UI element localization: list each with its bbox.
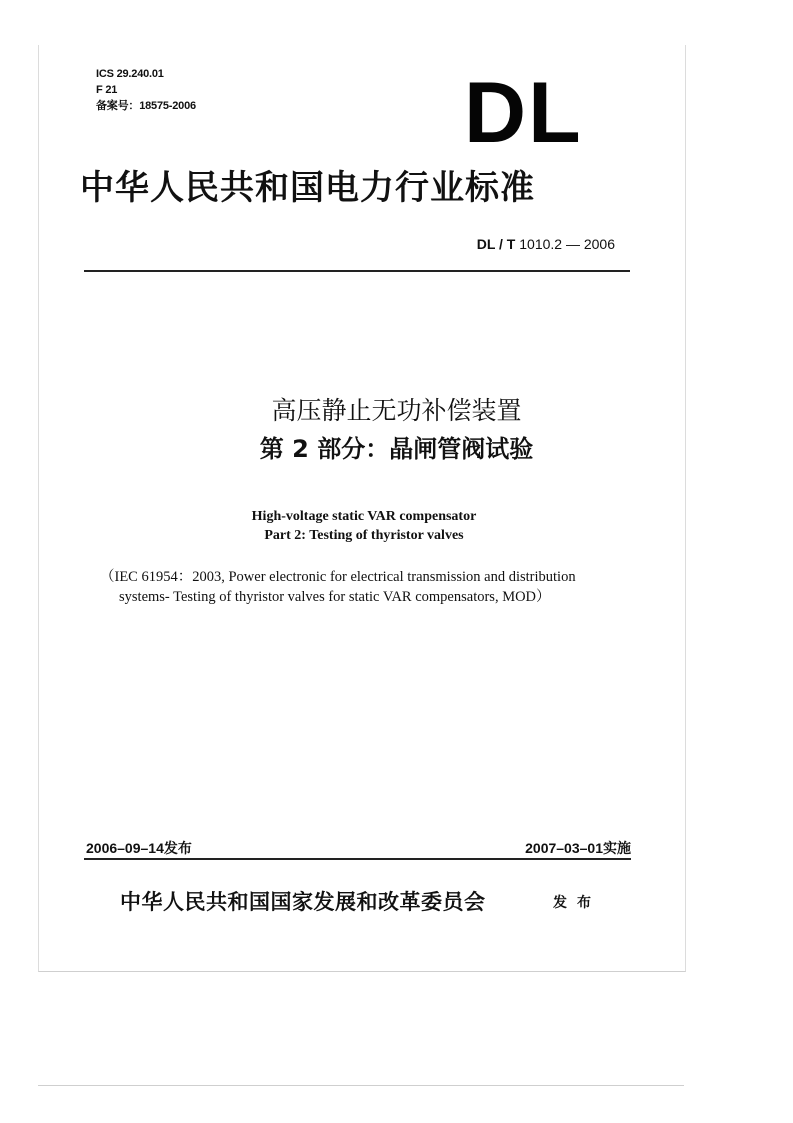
iec-reference-line1: （IEC 61954：2003, Power electronic for electrical transmission and distribution: [100, 569, 576, 585]
issue-date: 2006–09–14发布: [86, 840, 192, 856]
standard-code-number: 1010.2 — 2006: [519, 236, 615, 252]
standard-code: [477, 236, 615, 252]
iec-reference-line2: systems- Testing of thyristor valves for static VAR compensators, MOD）: [119, 589, 551, 605]
category-code: F 21: [96, 84, 118, 96]
chinese-title-line2: 第 2 部分：晶闸管阀试验: [259, 435, 534, 463]
iec-reference: [100, 567, 680, 607]
standard-title: 中华人民共和国电力行业标准: [80, 168, 535, 208]
chinese-title: [0, 392, 793, 468]
bottom-divider: [38, 1085, 684, 1086]
english-title: [0, 507, 728, 545]
english-title-line2: Part 2: Testing of thyristor valves: [264, 528, 464, 543]
implementation-date: 2007–03–01实施: [525, 840, 631, 856]
publisher-name: 中华人民共和国国家发展和改革委员会: [120, 889, 486, 914]
standard-code-prefix: DL / T: [476, 236, 516, 252]
classification-block: [96, 66, 196, 114]
top-divider: [84, 270, 630, 272]
dl-logo: [464, 65, 579, 161]
chinese-title-line1: 高压静止无功补偿装置: [271, 396, 522, 425]
date-divider: [84, 858, 631, 860]
publish-label: 发布: [553, 895, 601, 911]
logo-letter-d: D: [464, 65, 525, 161]
logo-letter-l: L: [528, 65, 579, 161]
english-title-line1: High-voltage static VAR compensator: [251, 509, 477, 524]
ics-code: ICS 29.240.01: [96, 68, 164, 80]
record-number: 备案号：18575-2006: [96, 100, 196, 112]
